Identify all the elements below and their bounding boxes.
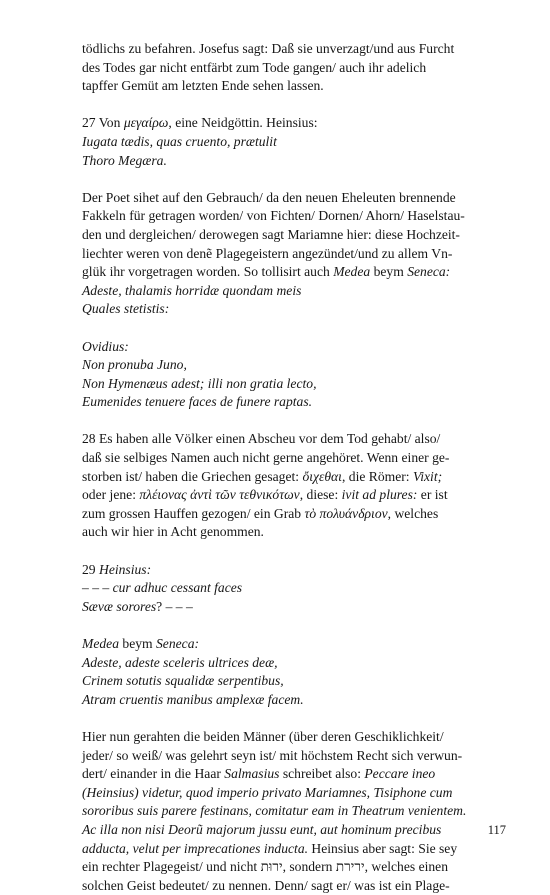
spacer	[82, 319, 506, 338]
greek-word: μεγαίρω	[123, 115, 169, 131]
paragraph-josefus	[82, 40, 506, 96]
name-seneca: Seneca:	[407, 264, 451, 280]
note-29	[82, 561, 506, 617]
author-name: Ovidius:	[82, 338, 129, 354]
latin-quote-line: Thoro Megæra.	[82, 152, 167, 168]
latin-quote-line: Eumenides tenuere faces de funere raptas.	[82, 394, 313, 410]
page-number: 117	[487, 823, 506, 837]
text-line: tödlichs zu befahren. Josefus sagt: Daß sie unverzagt/und aus Furcht	[82, 41, 455, 56]
text-fragment: , welches einen	[364, 859, 449, 875]
text-fragment: , diese:	[299, 487, 342, 503]
text-line: Der Poet sihet auf den Gebrauch/ da den neuen Eheleuten brennende	[82, 189, 456, 205]
note-number: 29	[82, 561, 99, 577]
name-medea: Medea	[82, 636, 119, 651]
hebrew-word: ירוּת	[260, 859, 283, 875]
spacer	[82, 709, 506, 728]
spacer	[82, 542, 506, 561]
text-line: Fakkeln für getragen worden/ von Fichten/ Dornen/ Ahorn/ Haselstau-	[82, 208, 465, 224]
latin-quote-line: Sævæ sorores	[82, 598, 157, 614]
page-body	[82, 40, 506, 895]
latin-line: Ac illa non nisi Deorũ majorum jussu eunt, aut hominum precibus	[82, 821, 442, 837]
paragraph-salmasius	[82, 728, 506, 895]
latin-phrase: ivit ad plures:	[341, 487, 418, 503]
text-fragment: oder jene:	[82, 487, 140, 503]
text-line: auch wir hier in Acht genommen.	[82, 524, 264, 540]
spacer	[82, 412, 506, 431]
spacer	[82, 96, 506, 115]
text-line: Hier nun gerahten die beiden Männer (über deren Geschiklichkeit/	[82, 728, 444, 744]
text-fragment: dert/ einander in die Haar	[82, 766, 225, 782]
text-fragment: , sondern	[282, 859, 336, 875]
latin-quote-line: Crinem sotutis squalidæ serpentibus,	[82, 673, 284, 689]
latin-quote-line: Atram cruentis manibus amplexæ facem.	[82, 691, 304, 707]
latin-line: sororibus suis parere festinans, comitatur eam in Theatrum venientem.	[82, 803, 467, 819]
text-line: jeder/ so weiß/ was gelehrt seyn ist/ mit höchstem Recht sich verwun-	[82, 747, 463, 763]
text-fragment: ? – – –	[156, 598, 193, 614]
spacer	[82, 616, 506, 635]
latin-quote-line: Non Hymenæus adest; illi non gratia lecto,	[82, 375, 317, 391]
latin-quote-line: Non pronuba Juno,	[82, 357, 187, 373]
medea-quote	[82, 635, 506, 709]
text-fragment: er ist	[417, 487, 448, 503]
text-fragment: , welches	[387, 505, 439, 521]
latin-quote-line: Adeste, adeste sceleris ultrices deæ,	[82, 654, 278, 670]
hebrew-word: ירירת	[335, 859, 365, 875]
latin-quote-line: Iugata tædis, quas cruento, prætulit	[82, 133, 277, 149]
greek-phrase: πλέιονας ἀντὶ τῶν τεθνικότων	[139, 487, 300, 503]
text-line: glük ihr vorgetragen worden. So tollisirt auch	[82, 264, 334, 280]
text-fragment: , die Römer:	[341, 468, 413, 484]
text-fragment: schreibet also:	[279, 766, 365, 782]
paragraph-poet	[82, 189, 506, 319]
text-line: liechter weren von denẽ Plagegeistern angezündet/und zu allem Vn-	[82, 245, 453, 261]
note-28	[82, 430, 506, 542]
text-fragment: zum grossen Hauffen gezogen/ ein Grab	[82, 505, 305, 521]
text-fragment: Heinsius aber sagt: Sie sey	[308, 840, 458, 856]
latin-phrase: Peccare ineo	[364, 766, 436, 782]
note-27-prefix: 27 Von	[82, 115, 124, 131]
latin-quote-line: – – – cur adhuc cessant faces	[82, 580, 243, 596]
name-salmasius: Salmasius	[224, 766, 280, 782]
text-line: tapffer Gemüt am letzten Ende sehen lassen.	[82, 78, 324, 94]
text-fragment: ein rechter Plagegeist/ und nicht	[82, 859, 261, 875]
text-fragment: beym	[370, 264, 408, 280]
latin-line: (Heinsius) videtur, quod imperio privato Mariamnes, Tisiphone cum	[82, 784, 453, 800]
text-fragment: storben ist/ haben die Griechen gesaget:	[82, 468, 303, 484]
latin-quote-line: Adeste, thalamis horridæ quondam meis	[82, 282, 302, 298]
name-medea: Medea	[333, 264, 371, 280]
text-fragment: beym	[119, 636, 156, 651]
text-line: solchen Geist bedeutet/ zu nennen. Denn/ sagt er/ was ist ein Plage-	[82, 877, 450, 893]
text-line: den und dergleichen/ derowegen sagt Mariamne hier: diese Hochzeit-	[82, 226, 460, 242]
ovid-quote	[82, 338, 506, 412]
note-27	[82, 114, 506, 170]
spacer	[82, 170, 506, 189]
greek-phrase: τὸ πολυάνδριον	[304, 505, 388, 521]
text-line: daß sie selbiges Namen auch nicht gerne angehöret. Wenn einer ge-	[82, 450, 450, 466]
text-line: 28 Es haben alle Völker einen Abscheu vor dem Tod gehabt/ also/	[82, 431, 441, 447]
latin-quote-line: Quales stetistis:	[82, 301, 170, 317]
author-name: Heinsius:	[99, 561, 152, 577]
name-seneca: Seneca:	[156, 636, 200, 651]
latin-word: Vixit;	[412, 468, 443, 484]
latin-phrase: adducta, velut per imprecationes inducta.	[82, 840, 309, 856]
note-27-text: , eine Neidgöttin. Heinsius:	[168, 115, 318, 131]
greek-word: ὄιχεθαι	[302, 468, 342, 484]
text-line: des Todes gar nicht entfärbt zum Tode gangen/ auch ihr adelich	[82, 59, 427, 75]
